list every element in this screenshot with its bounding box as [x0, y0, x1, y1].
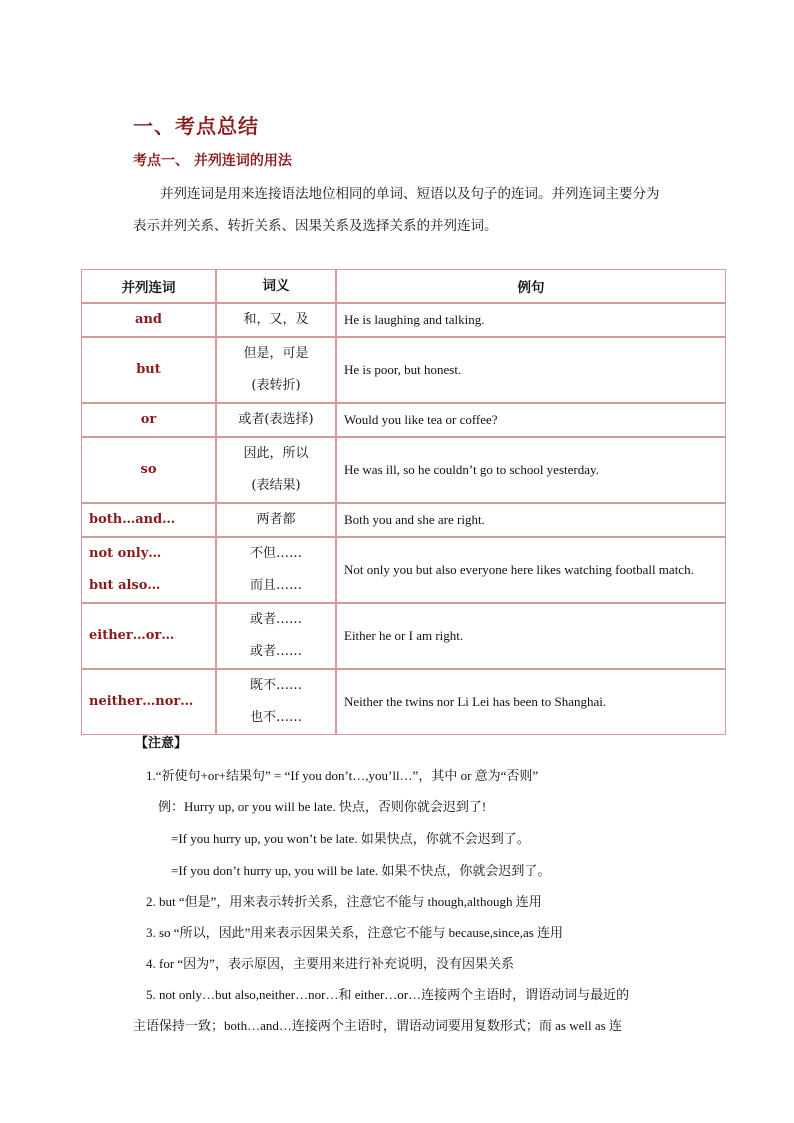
subsection-heading: 考点一、 并列连词的用法 — [133, 153, 292, 169]
example-cell: Would you like tea or coffee? — [336, 403, 726, 437]
meaning-text: 但是，可是 — [243, 346, 309, 361]
notes-title: 【注意】 — [135, 736, 188, 751]
meaning-text: 不但…… — [249, 546, 302, 561]
meaning-text: (表转折) — [251, 378, 301, 393]
conjunction-cell — [81, 503, 216, 537]
conjunction-cell — [81, 437, 216, 503]
meaning-cell — [216, 403, 336, 437]
conjunction-text: so — [140, 462, 157, 477]
conjunction-text: either…or… — [89, 628, 175, 643]
meaning-text: 也不…… — [249, 710, 302, 725]
table-row — [81, 503, 726, 537]
conjunction-table — [81, 269, 726, 735]
meaning-cell — [216, 669, 336, 735]
table-header-cell: 例句 — [336, 269, 726, 303]
meaning-text: 既不…… — [249, 678, 302, 693]
example-cell: He was ill, so he couldn’t go to school yesterday. — [336, 437, 726, 503]
conjunction-text: or — [140, 412, 157, 427]
table-row — [81, 337, 726, 403]
conjunction-cell — [81, 603, 216, 669]
meaning-text: 而且…… — [249, 578, 302, 593]
example-cell: He is poor, but honest. — [336, 337, 726, 403]
table-row — [81, 603, 726, 669]
table-row — [81, 403, 726, 437]
notes-section — [133, 734, 673, 1033]
conjunction-text: neither…nor… — [89, 694, 194, 709]
meaning-text: 因此，所以 — [243, 446, 309, 461]
conjunction-text: but also… — [89, 578, 161, 593]
table-header-cell: 词义 — [216, 269, 336, 303]
meaning-text: 和，又，及 — [243, 312, 309, 327]
example-cell: He is laughing and talking. — [336, 303, 726, 337]
note-line: 3. so “所以，因此”用来表示因果关系，注意它不能与 because,since,as 连用 — [146, 925, 564, 940]
table-header-cell: 并列连词 — [81, 269, 216, 303]
note-line: 1.“祈使句+or+结果句” = “If you don’t…,you’ll…”，其中 or 意为“否则” — [146, 768, 539, 783]
meaning-text: 或者…… — [249, 644, 302, 659]
conjunction-cell — [81, 537, 216, 603]
intro-paragraph: 并列连词是用来连接语法地位相同的单词、短语以及句子的连词。并列连词主要分为表示并列关系、转折关系、因果关系及选择关系的并列连词。 — [133, 186, 660, 234]
table-row — [81, 303, 726, 337]
note-line: =If you hurry up, you won’t be late. 如果快点，你就不会迟到了。 — [171, 831, 530, 846]
meaning-cell — [216, 537, 336, 603]
example-cell: Not only you but also everyone here likes watching football match. — [336, 537, 726, 603]
note-line: 2. but “但是”，用来表示转折关系，注意它不能与 though,although 连用 — [146, 894, 542, 909]
meaning-cell — [216, 337, 336, 403]
conjunction-cell — [81, 337, 216, 403]
note-line: 4. for “因为”，表示原因，主要用来进行补充说明，没有因果关系 — [146, 956, 514, 971]
table-row — [81, 437, 726, 503]
example-cell: Either he or I am right. — [336, 603, 726, 669]
conjunction-text: and — [135, 312, 162, 327]
note-line: =If you don’t hurry up, you will be late. 如果不快点，你就会迟到了。 — [171, 863, 551, 878]
meaning-text: 或者…… — [249, 612, 302, 627]
table-row — [81, 537, 726, 603]
conjunction-cell — [81, 303, 216, 337]
meaning-cell — [216, 303, 336, 337]
conjunction-text: not only… — [89, 546, 162, 561]
note-line: 主语保持一致；both…and…连接两个主语时，谓语动词要用复数形式；而 as well as 连 — [133, 1018, 622, 1033]
meaning-text: (表结果) — [251, 478, 301, 493]
meaning-cell — [216, 437, 336, 503]
note-line: 例：Hurry up, or you will be late. 快点，否则你就会迟到了! — [158, 799, 487, 814]
example-cell: Neither the twins nor Li Lei has been to Shanghai. — [336, 669, 726, 735]
conjunction-text: but — [136, 362, 161, 377]
conjunction-text: both…and… — [89, 512, 176, 527]
conjunction-cell — [81, 403, 216, 437]
note-line: 5. not only…but also,neither…nor…和 either…or…连接两个主语时，谓语动词与最近的 — [146, 987, 630, 1002]
meaning-text: 或者(表选择) — [238, 412, 314, 427]
meaning-cell — [216, 503, 336, 537]
meaning-text: 两者都 — [256, 512, 296, 527]
table-header-row — [81, 269, 726, 303]
meaning-cell — [216, 603, 336, 669]
section-heading: 一、考点总结 — [133, 114, 259, 138]
conjunction-cell — [81, 669, 216, 735]
table-row — [81, 669, 726, 735]
example-cell: Both you and she are right. — [336, 503, 726, 537]
